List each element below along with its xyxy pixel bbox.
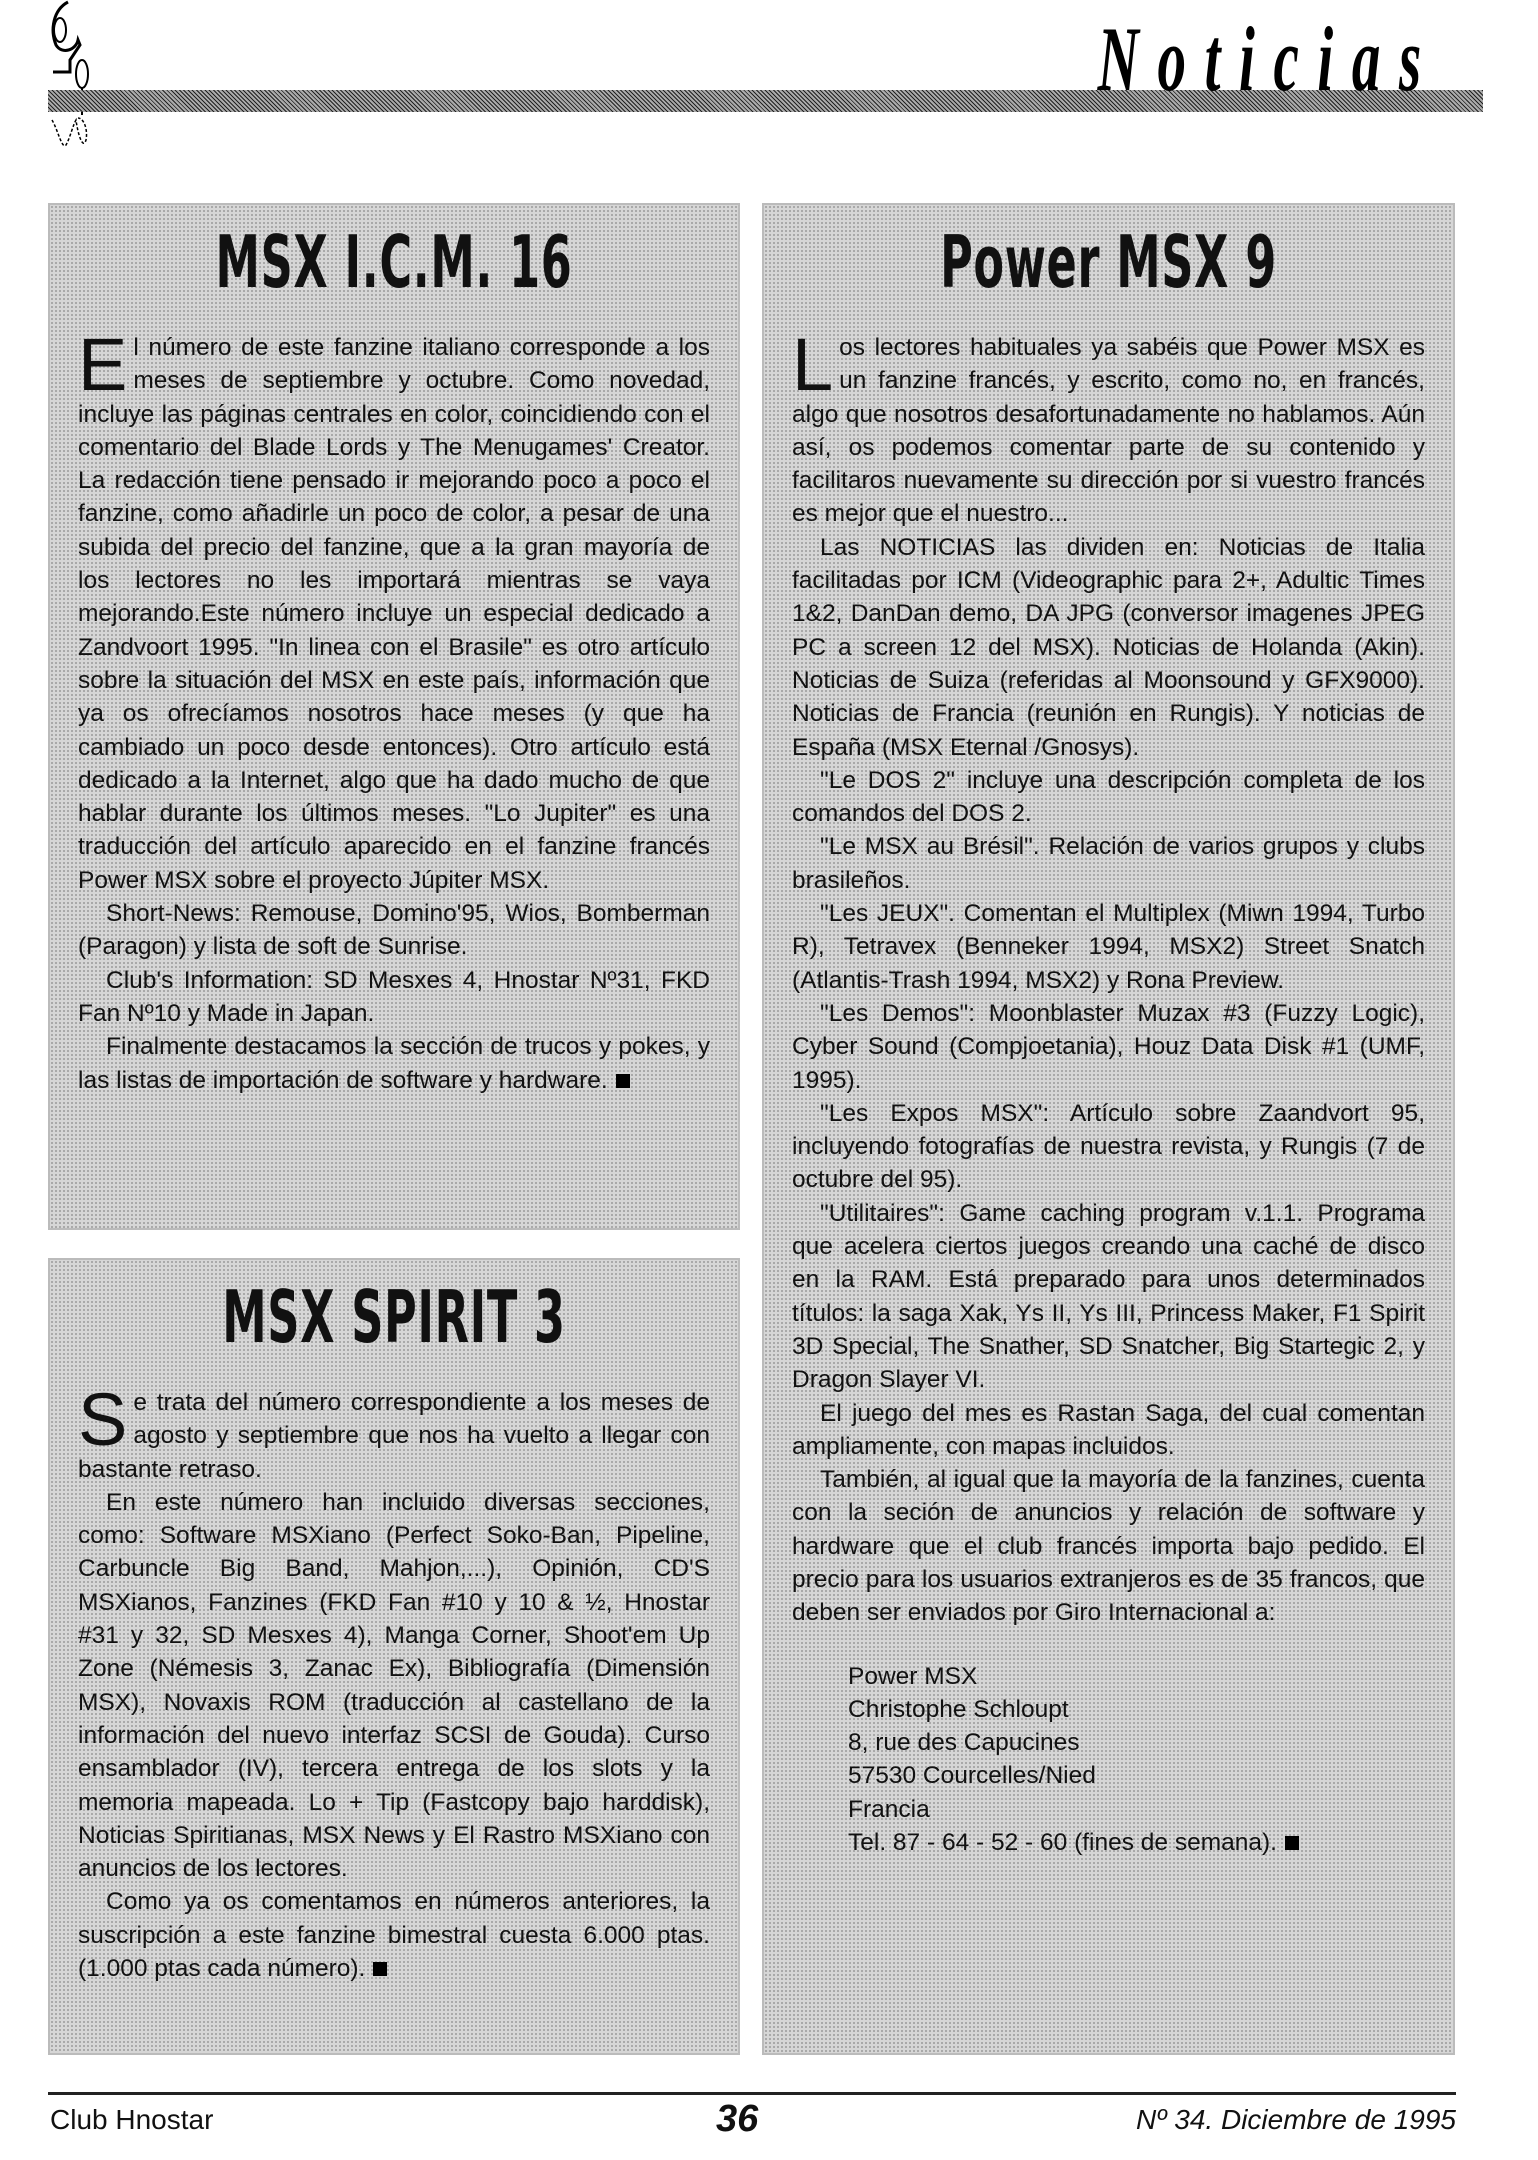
- article-title: MSX SPIRIT 3: [222, 1275, 566, 1359]
- article-paragraph: El número de este fanzine italiano corresponde a los meses de septiembre y octubre. Como novedad, incluye las páginas centrales en color, coincidiendo con el comentario del Blade Lords y The Menugames' Creator. La redacción tiene pensado ir mejorando poco a poco el fanzine, como añadirle un poco de color, a pesar de una subida del precio del fanzine, que a la gran mayoría de los lectores no les importará mientras se vaya mejorando.Este número incluye un especial dedicado a Zandvoort 1995. "In linea con el Brasile" es otro artículo sobre la situación del MSX en este país, información que ya os ofrecíamos nosotros hace meses (y que ha cambiado un poco desde entonces). Otro artículo está dedicado a la Internet, algo que ha dado mucho de que hablar durante los últimos meses. "Lo Jupiter" es una traducción del artículo aparecido en el fanzine francés Power MSX sobre el proyecto Júpiter MSX.: [78, 323, 710, 894]
- article-paragraph: "Les JEUX". Comentan el Multiplex (Miwn 1994, Turbo R), Tetravex (Benneker 1994, MSX2) Street Snatch (Atlantis-Trash 1994, MSX2) y Rona Preview.: [792, 900, 1425, 994]
- article-title: MSX I.C.M. 16: [215, 220, 573, 304]
- article-paragraph: Como ya os comentamos en números anteriores, la suscripción a este fanzine bimestral cuesta 6.000 ptas. (1.000 ptas cada número).: [78, 1888, 710, 1983]
- drop-cap: S: [78, 1378, 128, 1461]
- article-paragraph: Los lectores habituales ya sabéis que Power MSX es un fanzine francés, y escrito, como no, en francés, algo que nosotros desafortunadamente no hablamos. Aún así, os podemos comentar parte de su contenido y facilitaros nuevamente su dirección por si vuestro francés es mejor que el nuestro...: [792, 323, 1425, 528]
- article-paragraph: Finalmente destacamos la sección de trucos y pokes, y las listas de importación de software y hardware.: [78, 1033, 710, 1094]
- page-number: 36: [716, 2098, 759, 2140]
- article-msx-spirit: [48, 1258, 740, 2055]
- footer-publication: Club Hnostar: [50, 2104, 214, 2135]
- head-magnifier-logo-icon: [48, 0, 158, 150]
- section-title: Noticias: [1097, 8, 1440, 110]
- article-paragraph: "Le DOS 2" incluye una descripción completa de los comandos del DOS 2.: [792, 766, 1425, 828]
- end-mark-icon: [1285, 1836, 1299, 1850]
- end-mark-icon: [616, 1074, 630, 1088]
- article-paragraph: Las NOTICIAS las dividen en: Noticias de Italia facilitadas por ICM (Videographic para 2+, Adultic Times 1&2, DanDan demo, DA JPG (conversor imagenes JPEG PC a screen 12 del MSX). Noticias de Holanda (Akin). Noticias de Suiza (referidas al Moonsound y GFX9000). Noticias de Francia (reunión en Rungis). Y noticias de España (MSX Eternal /Gnosys).: [792, 533, 1425, 761]
- article-msx-icm: [48, 203, 740, 1230]
- article-power-msx: [762, 203, 1455, 2055]
- address-line: Tel. 87 - 64 - 52 - 60 (fines de semana).: [792, 1826, 1425, 1859]
- article-paragraph: Short-News: Remouse, Domino'95, Wios, Bomberman (Paragon) y lista de soft de Sunrise.: [78, 900, 710, 961]
- article-paragraph: Se trata del número correspondiente a los meses de agosto y septiembre que nos ha vuelto a llegar con bastante retraso.: [78, 1378, 710, 1483]
- article-paragraph: "Les Demos": Moonblaster Muzax #3 (Fuzzy Logic), Cyber Sound (Compjoetania), Houz Data Disk #1 (UMF, 1995).: [792, 999, 1425, 1094]
- article-paragraph: "Les Expos MSX": Artículo sobre Zaandvort 95, incluyendo fotografías de nuestra revista, y Rungis (7 de octubre del 95).: [792, 1099, 1425, 1194]
- address-line: Christophe Schloupt: [848, 1695, 1069, 1723]
- address-line: Power MSX: [848, 1662, 978, 1690]
- article-paragraph: En este número han incluido diversas secciones, como: Software MSXiano (Perfect Soko-Ban, Pipeline, Carbuncle Big Band, Mahjon,...), Opinión, CD'S MSXianos, Fanzines (FKD Fan #10 y 10 & ½, Hnostar #31 y 32, SD Mesxes 4), Manga Corner, Shoot'em Up Zone (Némesis 3, Zanac Ex), Bibliografía (Dimensión MSX), Novaxis ROM (traducción al castellano de la información del nuevo interfaz SCSI de Gouda). Curso ensamblador (IV), tercera entrega de los slots y la memoria mapeada. Lo + Tip (Fastcopy bajo harddisk), Noticias Spiritianas, MSX News y El Rastro MSXiano con anuncios de los lectores.: [78, 1488, 710, 1883]
- address-line: Francia: [848, 1795, 930, 1823]
- end-mark-icon: [373, 1962, 387, 1976]
- drop-cap: L: [792, 323, 834, 406]
- postal-address: [792, 1660, 1425, 1860]
- article-paragraph: El juego del mes es Rastan Saga, del cual comentan ampliamente, con mapas incluidos.: [792, 1399, 1425, 1460]
- article-paragraph: Club's Information: SD Mesxes 4, Hnostar Nº31, FKD Fan Nº10 y Made in Japan.: [78, 966, 710, 1027]
- article-paragraph: "Le MSX au Brésil". Relación de varios grupos y clubs brasileños.: [792, 833, 1425, 894]
- article-paragraph: También, al igual que la mayoría de la fanzines, cuenta con la seción de anuncios y relación de software y hardware que el club francés importa bajo pedido. El precio para los usuarios extranjeros es de 35 francos, que deben ser enviados por Giro Internacional a:: [792, 1466, 1425, 1627]
- address-line: 8, rue des Capucines: [848, 1729, 1080, 1757]
- address-line: 57530 Courcelles/Nied: [848, 1762, 1096, 1790]
- drop-cap: E: [78, 323, 128, 406]
- footer-issue-date: Nº 34. Diciembre de 1995: [1136, 2104, 1456, 2135]
- article-paragraph: "Utilitaires": Game caching program v.1.1. Programa que acelera ciertos juegos creando una caché de disco en la RAM. Está preparado para unos determinados títulos: la saga Xak, Ys II, Ys III, Princess Maker, F1 Spirit 3D Special, The Snather, SD Snatcher, Big Startegic 2, y Dragon Slayer VI.: [792, 1199, 1425, 1394]
- footer-rule: [48, 2092, 1456, 2095]
- article-title: Power MSX 9: [940, 220, 1277, 304]
